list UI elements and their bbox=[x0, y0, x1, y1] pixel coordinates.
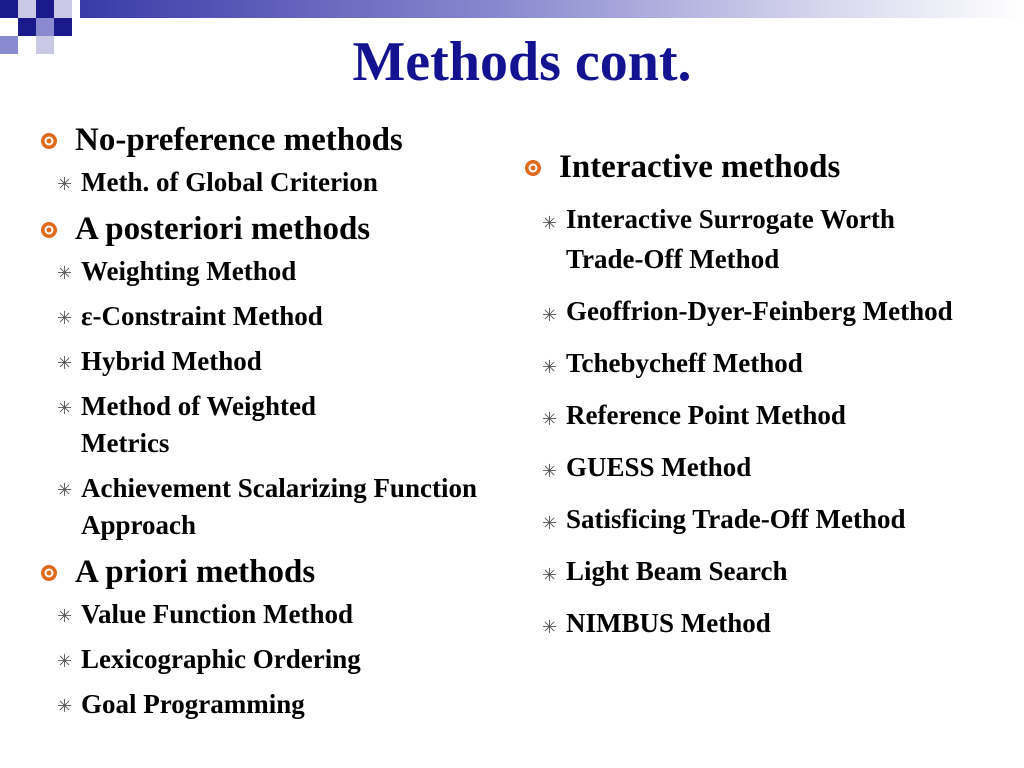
flower-bullet-icon bbox=[40, 564, 58, 582]
sub-bullet: ✳ Method of Weighted Metrics bbox=[57, 391, 316, 458]
asterisk-bullet-icon: ✳ bbox=[542, 213, 558, 233]
header-gradient-bar bbox=[80, 0, 1024, 18]
bullet-label: A priori methods bbox=[75, 554, 316, 590]
sub-bullet: ✳ Interactive Surrogate Worth Trade-Off Method bbox=[542, 204, 895, 274]
sub-bullet: ✳ Light Beam Search bbox=[524, 551, 994, 591]
asterisk-bullet-icon: ✳ bbox=[542, 565, 558, 585]
asterisk-bullet-icon: ✳ bbox=[542, 409, 558, 429]
asterisk-bullet-icon: ✳ bbox=[542, 617, 558, 637]
left-column bbox=[40, 116, 510, 731]
sub-bullet: ✳ Achievement Scalarizing Function Approach bbox=[57, 473, 477, 540]
asterisk-bullet-icon: ✳ bbox=[542, 513, 558, 533]
sub-bullet: ✳ ε-Constraint Method bbox=[40, 298, 510, 335]
sub-bullet: ✳ Meth. of Global Criterion bbox=[40, 164, 510, 201]
asterisk-bullet-icon: ✳ bbox=[57, 398, 73, 418]
bullet-a-posteriori bbox=[40, 209, 510, 249]
slide-title: Methods cont. bbox=[352, 31, 692, 93]
sub-bullet: ✳ Tchebycheff Method bbox=[524, 343, 994, 383]
asterisk-bullet-icon: ✳ bbox=[57, 651, 73, 671]
bullet-label: A posteriori methods bbox=[75, 211, 371, 247]
sub-bullet: ✳ Lexicographic Ordering bbox=[40, 641, 510, 678]
asterisk-bullet-icon: ✳ bbox=[542, 305, 558, 325]
sub-bullet: ✳ Goal Programming bbox=[40, 686, 510, 723]
flower-bullet-icon bbox=[40, 221, 58, 239]
sub-bullet: ✳ Satisficing Trade-Off Method bbox=[524, 499, 926, 539]
asterisk-bullet-icon: ✳ bbox=[57, 353, 73, 373]
asterisk-bullet-icon: ✳ bbox=[57, 480, 73, 500]
bullet-interactive bbox=[524, 147, 994, 187]
sub-bullet: ✳ NIMBUS Method bbox=[524, 603, 994, 643]
sub-bullet: ✳ Weighting Method bbox=[40, 253, 510, 290]
asterisk-bullet-icon: ✳ bbox=[542, 357, 558, 377]
asterisk-bullet-icon: ✳ bbox=[57, 263, 73, 283]
bullet-label: No-preference methods bbox=[75, 122, 403, 158]
bullet-no-preference bbox=[40, 120, 510, 160]
flower-bullet-icon bbox=[524, 159, 542, 177]
right-column bbox=[524, 147, 994, 655]
sub-bullet: ✳ Reference Point Method bbox=[524, 395, 994, 435]
flower-bullet-icon bbox=[40, 132, 58, 150]
sub-bullet: ✳ Value Function Method bbox=[40, 596, 510, 633]
asterisk-bullet-icon: ✳ bbox=[57, 696, 73, 716]
bullet-a-priori bbox=[40, 552, 510, 592]
sub-bullet: ✳ Geoffrion-Dyer-Feinberg Method bbox=[524, 291, 966, 331]
sub-bullet: ✳ GUESS Method bbox=[524, 447, 994, 487]
sub-bullet: ✳ Hybrid Method bbox=[40, 343, 510, 380]
asterisk-bullet-icon: ✳ bbox=[57, 308, 73, 328]
asterisk-bullet-icon: ✳ bbox=[57, 174, 73, 194]
bullet-label: Interactive methods bbox=[559, 149, 841, 185]
asterisk-bullet-icon: ✳ bbox=[542, 461, 558, 481]
asterisk-bullet-icon: ✳ bbox=[57, 606, 73, 626]
